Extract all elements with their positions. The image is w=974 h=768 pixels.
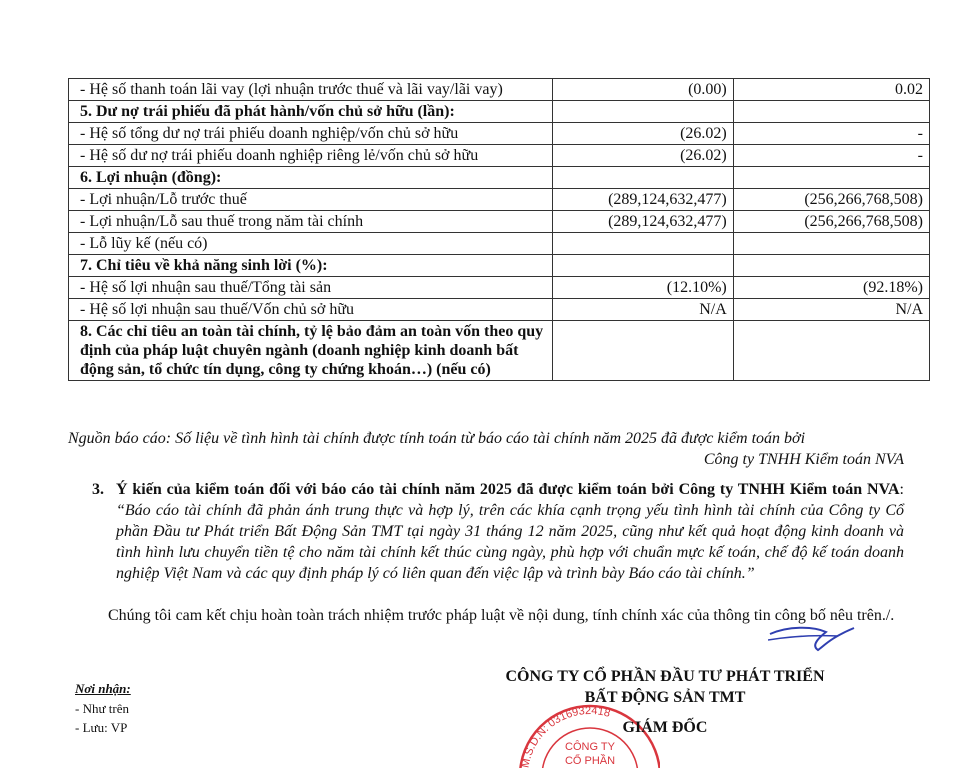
row-label: - Hệ số lợi nhuận sau thuế/Tổng tài sản — [69, 277, 553, 299]
table-row — [69, 255, 930, 277]
value-2025: (0.00) — [552, 79, 733, 101]
table-row — [69, 123, 930, 145]
row-label: - Hệ số dư nợ trái phiếu doanh nghiệp riêng lẻ/vốn chủ sở hữu — [69, 145, 553, 167]
commitment-paragraph: Chúng tôi cam kết chịu hoàn toàn trách nhiệm trước pháp luật về nội dung, tính chính xác của thông tin công bố nêu trên./. — [108, 607, 895, 624]
recipients-title: Nơi nhận: — [75, 681, 131, 696]
source-note-line1: Nguồn báo cáo: Số liệu về tình hình tài chính được tính toán từ báo cáo tài chính năm 2025 đã được kiểm toán bởi — [68, 430, 806, 447]
table-row — [69, 233, 930, 255]
audit-opinion-quote: “Báo cáo tài chính đã phản ánh trung thực và hợp lý, trên các khía cạnh trọng yếu tình hình tài chính của Công ty Cổ phần Đầu tư Phát triển Bất Động Sản TMT tại ngày 31 tháng 12 năm 2025, cũng như kết quả hoạt động kinh doanh và tình hình lưu chuyển tiền tệ cho năm tài chính kết thúc cùng ngày, phù hợp với chuẩn mực kế toán, chế độ kế toán doanh nghiệp Việt Nam và các quy định pháp lý có liên quan đến việc lập và trình bày Báo cáo tài chính.” — [116, 502, 904, 582]
seal-inner-text-1: CÔNG TY — [565, 741, 615, 753]
value-2024 — [733, 233, 929, 255]
row-label: 7. Chỉ tiêu về khả năng sinh lời (%): — [69, 255, 553, 277]
company-name-line2: BẤT ĐỘNG SẢN TMT — [584, 689, 746, 706]
value-2025 — [552, 233, 733, 255]
row-label: - Hệ số tổng dư nợ trái phiếu doanh nghiệp/vốn chủ sở hữu — [69, 123, 553, 145]
value-2024: (256,266,768,508) — [733, 211, 929, 233]
table-row — [69, 299, 930, 321]
value-2025: N/A — [552, 299, 733, 321]
table-row — [69, 277, 930, 299]
table-row — [69, 211, 930, 233]
seal-outer-text: M.S.D.N: 0316932418 — [519, 704, 612, 768]
company-name-line1: CÔNG TY CỔ PHẦN ĐẦU TƯ PHÁT TRIỂN — [505, 668, 825, 685]
value-2025: (12.10%) — [552, 277, 733, 299]
audit-opinion-separator: : — [899, 481, 904, 498]
row-label: - Hệ số lợi nhuận sau thuế/Vốn chủ sở hữu — [69, 299, 553, 321]
value-2024 — [733, 101, 929, 123]
value-2025: (26.02) — [552, 123, 733, 145]
financial-indicators-table — [68, 78, 930, 381]
value-2024: - — [733, 145, 929, 167]
seal-inner-text-2: CỔ PHẦN — [564, 755, 616, 767]
table-row — [69, 321, 930, 381]
table-row — [69, 167, 930, 189]
audit-opinion-section — [92, 479, 904, 584]
table-row — [69, 145, 930, 167]
recipient-item: - Lưu: VP — [75, 720, 128, 735]
value-2025: (26.02) — [552, 145, 733, 167]
row-label: - Hệ số thanh toán lãi vay (lợi nhuận trước thuế và lãi vay/lãi vay) — [69, 79, 553, 101]
row-label: - Lợi nhuận/Lỗ trước thuế — [69, 189, 553, 211]
value-2025 — [552, 321, 733, 381]
value-2025 — [552, 167, 733, 189]
value-2024: (92.18%) — [733, 277, 929, 299]
row-label: 6. Lợi nhuận (đồng): — [69, 167, 553, 189]
value-2024 — [733, 167, 929, 189]
value-2025: (289,124,632,477) — [552, 211, 733, 233]
row-label: - Lợi nhuận/Lỗ sau thuế trong năm tài chính — [69, 211, 553, 233]
table-row — [69, 79, 930, 101]
table-row — [69, 189, 930, 211]
source-note-line2: Công ty TNHH Kiểm toán NVA — [703, 451, 904, 468]
value-2024: 0.02 — [733, 79, 929, 101]
value-2025 — [552, 255, 733, 277]
value-2024 — [733, 255, 929, 277]
value-2024: N/A — [733, 299, 929, 321]
audit-opinion-text — [116, 479, 904, 584]
row-label: 5. Dư nợ trái phiếu đã phát hành/vốn chủ sở hữu (lần): — [69, 101, 553, 123]
value-2024 — [733, 321, 929, 381]
value-2024: - — [733, 123, 929, 145]
director-title: GIÁM ĐỐC — [622, 719, 708, 736]
value-2024: (256,266,768,508) — [733, 189, 929, 211]
audit-opinion-number: 3. — [92, 481, 104, 498]
audit-opinion-heading: Ý kiến của kiểm toán đối với báo cáo tài chính năm 2025 đã được kiểm toán bởi Công ty TNHH Kiểm toán NVA — [116, 481, 900, 498]
row-label: 8. Các chỉ tiêu an toàn tài chính, tỷ lệ bảo đảm an toàn vốn theo quy định của pháp luật chuyên ngành (doanh nghiệp kinh doanh bất động sản, tổ chức tín dụng, công ty chứng khoán…) (nếu có) — [69, 321, 553, 381]
table-row — [69, 101, 930, 123]
row-label: - Lỗ lũy kế (nếu có) — [69, 233, 553, 255]
value-2025: (289,124,632,477) — [552, 189, 733, 211]
value-2025 — [552, 101, 733, 123]
signature-mark — [768, 620, 858, 662]
recipient-item: - Như trên — [75, 701, 129, 716]
source-note — [68, 428, 904, 470]
